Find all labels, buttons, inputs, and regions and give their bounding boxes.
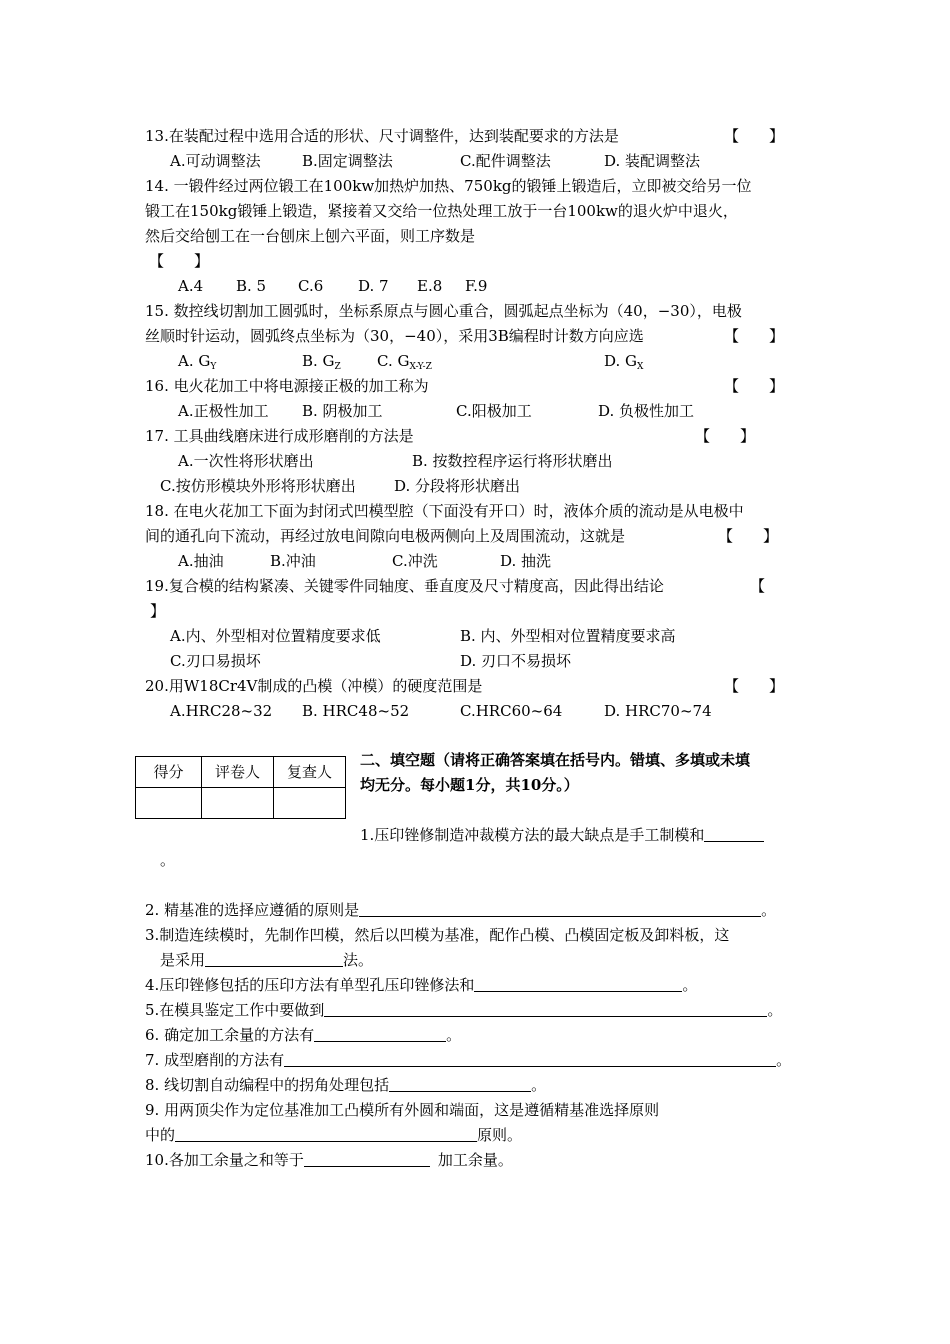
fill-q8: 8. 线切割自动编程中的拐角处理包括 。 [145, 1076, 547, 1094]
score-header: 得分 [136, 757, 202, 788]
q20-option-d: D. HRC70~74 [604, 702, 712, 720]
q16-option-b: B. 阴极加工 [302, 402, 383, 420]
q13-option-b: B.固定调整法 [302, 152, 393, 170]
q13-option-a: A.可动调整法 [170, 152, 261, 170]
fill-q1: 1.压印锉修制造冲裁模方法的最大缺点是手工制模和 [360, 823, 764, 848]
score-cell[interactable] [136, 788, 202, 819]
q15-option-c: C. $G_{X-Y-Z}$ [377, 352, 432, 372]
q19-option-d: D. 刃口不易损坏 [460, 652, 572, 670]
q17-option-b: B. 按数控程序运行将形状磨出 [412, 452, 613, 470]
q16-option-d: D. 负极性加工 [598, 402, 695, 420]
section2-title-line1: 二、填空题（请将正确答案填在括号内。错填、多填或未填 [360, 751, 751, 769]
q14-option-e: E.8 [417, 277, 443, 295]
fill-q4: 4.压印锉修包括的压印方法有单型孔压印锉修法和 。 [145, 976, 698, 994]
q18-bracket: 【 】 [718, 527, 779, 545]
q13-stem: 13.在装配过程中选用合适的形状、尺寸调整件，达到装配要求的方法是 [145, 127, 619, 145]
q14-option-c: C.6 [298, 277, 324, 295]
q20-bracket: 【 】 [724, 677, 785, 695]
q14-option-b: B. 5 [236, 277, 267, 295]
reviewer-cell[interactable] [274, 788, 346, 819]
q14-stem-line1: 14. 一锻件经过两位锻工在100kw加热炉加热、750kg的锻锤上锻造后，立即被交给另一位 [145, 177, 752, 195]
q17-option-d: D. 分段将形状磨出 [394, 477, 521, 495]
q17-option-c: C.按仿形模块外形将形状磨出 [160, 477, 356, 495]
q18-option-c: C.冲洗 [392, 552, 438, 570]
q18-stem-line1: 18. 在电火花加工下面为封闭式凹模型腔（下面没有开口）时，液体介质的流动是从电极中 [145, 502, 744, 520]
q14-stem-line2: 锻工在150kg锻锤上锻造，紧接着又交给一位热处理工放于一台100kw的退火炉中退火， [145, 202, 738, 220]
fill-q9-line2: 中的 原则。 [145, 1126, 523, 1144]
q15-stem-line2: 丝顺时针运动，圆弧终点坐标为（30，−40），采用3B编程时计数方向应选 [145, 327, 644, 345]
q20-option-a: A.HRC28~32 [170, 702, 273, 720]
fill-q3-line2: 是采用 法。 [160, 951, 374, 969]
q16-bracket: 【 】 [724, 377, 785, 395]
q13-option-c: C.配件调整法 [460, 152, 551, 170]
fill-q7-blank[interactable] [284, 1050, 776, 1067]
fill-q1-end: 。 [160, 851, 176, 869]
q18-stem-line2: 间的通孔向下流动，再经过放电间隙向电极两侧向上及周围流动，这就是 [145, 527, 626, 545]
fill-q10-blank[interactable] [304, 1150, 430, 1167]
q13-bracket: 【 】 [724, 127, 785, 145]
grader-cell[interactable] [202, 788, 274, 819]
q14-option-d: D. 7 [358, 277, 389, 295]
q15-option-d: D. $G_X$ [604, 352, 644, 372]
q18-option-d: D. 抽洗 [500, 552, 552, 570]
reviewer-header: 复查人 [274, 757, 346, 788]
fill-q10: 10.各加工余量之和等于 加工余量。 [145, 1151, 513, 1169]
q16-stem: 16. 电火花加工中将电源接正极的加工称为 [145, 377, 429, 395]
q19-stem: 19.复合模的结构紧凑、关键零件同轴度、垂直度及尺寸精度高，因此得出结论 [145, 577, 664, 595]
q14-bracket: 【 】 [149, 252, 210, 270]
fill-q2-blank[interactable] [359, 900, 761, 917]
fill-q2: 2. 精基准的选择应遵循的原则是 。 [145, 901, 777, 919]
q19-option-a: A.内、外型相对位置精度要求低 [170, 627, 381, 645]
fill-q5: 5.在模具鉴定工作中要做到 。 [145, 1001, 783, 1019]
q14-stem-line3: 然后交给刨工在一台刨床上刨六平面，则工序数是 [145, 227, 476, 245]
q14-option-f: F.9 [465, 277, 488, 295]
fill-q6: 6. 确定加工余量的方法有 。 [145, 1026, 462, 1044]
fill-q7: 7. 成型磨削的方法有 。 [145, 1051, 792, 1069]
q19-option-b: B. 内、外型相对位置精度要求高 [460, 627, 676, 645]
section2-title-line2: 均无分。每小题1分，共10分。） [360, 776, 579, 794]
q15-bracket: 【 】 [724, 327, 785, 345]
fill-q4-blank[interactable] [474, 975, 682, 992]
q15-stem-line1: 15. 数控线切割加工圆弧时，坐标系原点与圆心重合，圆弧起点坐标为（40，−30），电极 [145, 302, 742, 320]
q20-option-c: C.HRC60~64 [460, 702, 563, 720]
q17-option-a: A.一次性将形状磨出 [178, 452, 314, 470]
fill-q8-blank[interactable] [389, 1075, 531, 1092]
fill-q5-blank[interactable] [324, 1000, 767, 1017]
fill-q3-blank[interactable] [205, 950, 343, 967]
fill-q6-blank[interactable] [314, 1025, 446, 1042]
q15-option-a: A. $G_Y$ [178, 352, 217, 372]
q19-bracket-open: 【 [750, 577, 766, 595]
fill-q9-line1: 9. 用两顶尖作为定位基准加工凸模所有外圆和端面，这是遵循精基准选择原则 [145, 1101, 660, 1119]
q20-option-b: B. HRC48~52 [302, 702, 410, 720]
q18-option-a: A.抽油 [178, 552, 224, 570]
score-table [135, 756, 346, 819]
q14-option-a: A.4 [178, 277, 204, 295]
q19-option-c: C.刃口易损坏 [170, 652, 261, 670]
fill-q1-blank[interactable] [704, 825, 764, 842]
q16-option-c: C.阳极加工 [456, 402, 532, 420]
q20-stem: 20.用W18Cr4V制成的凸模（冲模）的硬度范围是 [145, 677, 483, 695]
q18-option-b: B.冲油 [270, 552, 316, 570]
q13-option-d: D. 装配调整法 [604, 152, 701, 170]
fill-q3-line1: 3.制造连续模时，先制作凹模，然后以凹模为基准，配作凸模、凸模固定板及卸料板，这 [145, 926, 730, 944]
grader-header: 评卷人 [202, 757, 274, 788]
q17-stem: 17. 工具曲线磨床进行成形磨削的方法是 [145, 427, 414, 445]
q19-bracket-close: 】 [150, 602, 166, 620]
q16-option-a: A.正极性加工 [178, 402, 269, 420]
q15-option-b: B. $G_Z$ [302, 352, 341, 372]
fill-q9-blank[interactable] [175, 1125, 477, 1142]
q17-bracket: 【 】 [695, 427, 756, 445]
